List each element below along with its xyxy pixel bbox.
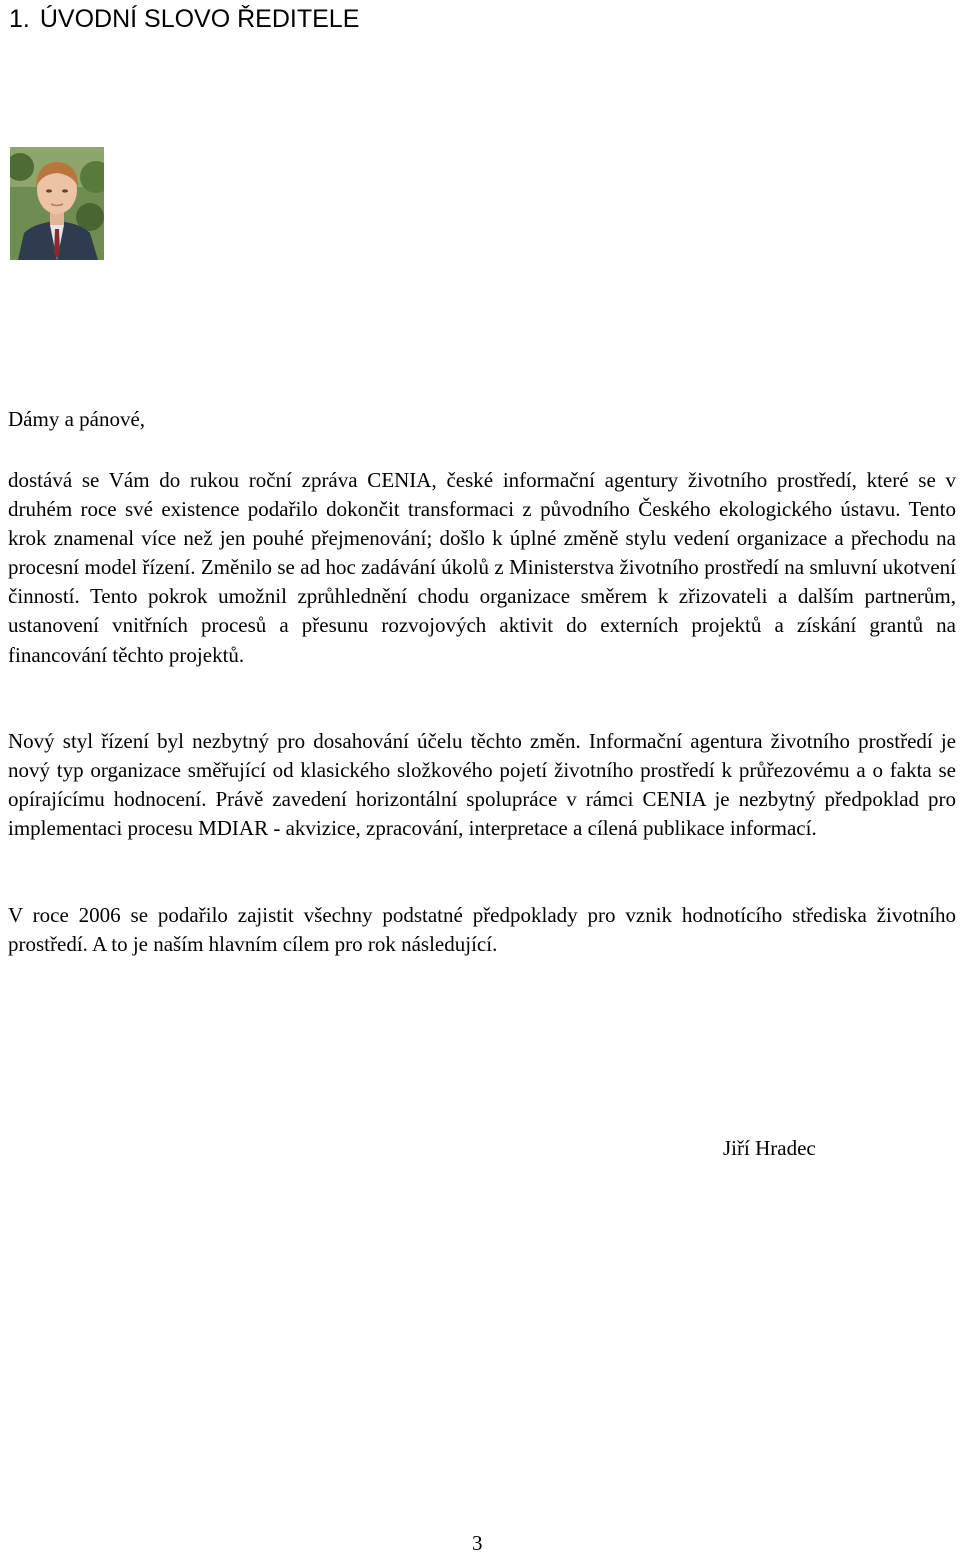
paragraph-1: dostává se Vám do rukou roční zpráva CENIA, české informační agentury životního prostředí, které se v druhém roce své existence podařilo dokončit transformaci z původního Českého ekologického ústavu. Tento krok znamenal více než jen pouhé přejmenování; došlo k úplné změně stylu vedení organizace a přechodu na procesní model řízení. Změnilo se ad hoc zadávání úkolů z Ministerstva životního prostředí na smluvní ukotvení činností. Tento pokrok umožnil zprůhlednění chodu organizace směrem k zřizovateli a dalším partnerům, ustanovení vnitřních procesů a přesunu rozvojových aktivit do externích projektů a získání grantů na financování těchto projektů.	[8, 468, 956, 667]
section-title: ÚVODNÍ SLOVO ŘEDITELE	[39, 5, 360, 33]
section-heading	[9, 2, 359, 36]
paragraph-2: Nový styl řízení byl nezbytný pro dosahování účelu těchto změn. Informační agentura životního prostředí je nový typ organizace směřující od klasického složkového pojetí životního prostředí k průřezovému a o fakta se opírajícímu hodnocení. Právě zavedení horizontální spolupráce v rámci CENIA je nezbytný předpoklad pro implementaci procesu MDIAR - akvizice, zpracování, interpretace a cílená publikace informací.	[8, 729, 956, 841]
signature-name: Jiří Hradec	[723, 1136, 816, 1160]
greeting: Dámy a pánové,	[8, 407, 146, 431]
section-number: 1.	[9, 5, 30, 33]
paragraph-3: V roce 2006 se podařilo zajistit všechny podstatné předpoklady pro vznik hodnotícího střediska životního prostředí. A to je naším hlavním cílem pro rok následující.	[8, 903, 956, 957]
page-number: 3	[472, 1531, 483, 1555]
director-portrait-photo	[10, 147, 104, 260]
